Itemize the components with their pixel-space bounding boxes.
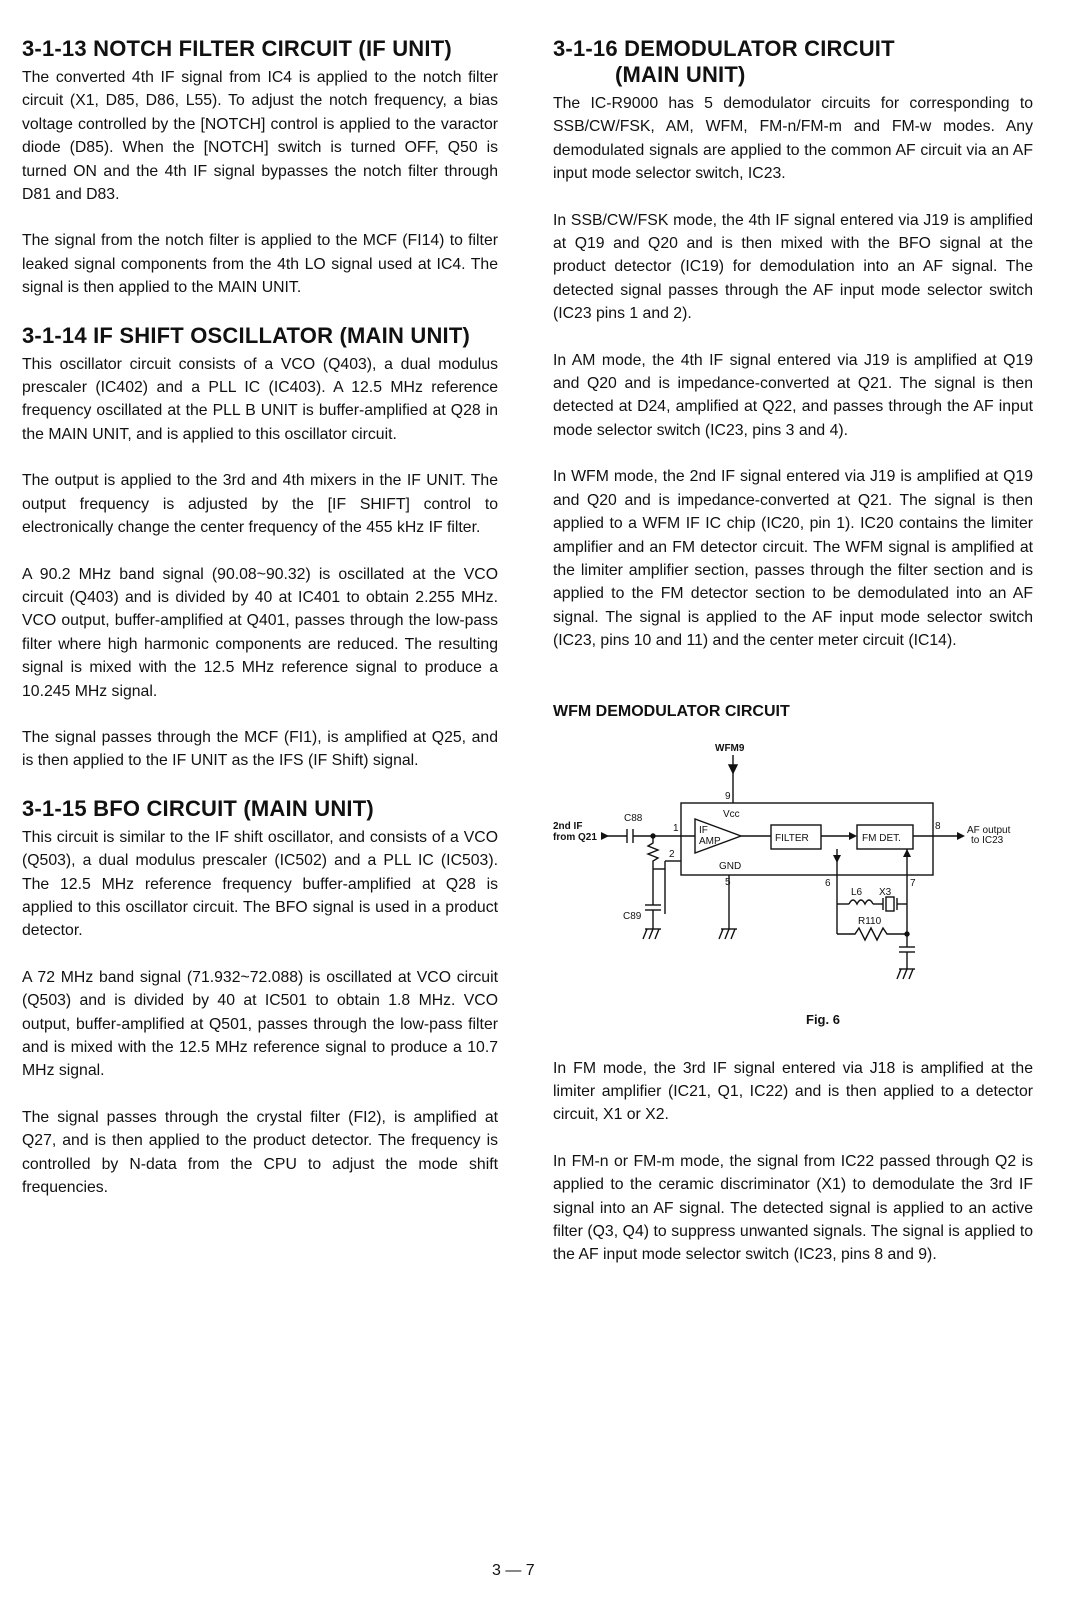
paragraph: This circuit is similar to the IF shift oscillator, and consists of a VCO (Q503), a dual modulus prescaler (IC502) and a PLL IC (IC503). The 12.5 MHz reference frequency buffer-amplified at Q28 is applied to this oscillator circuit. The BFO signal is used in a product detector. [22,828,498,940]
paragraph: In AM mode, the 4th IF signal entered via J19 is amplified at Q19 and Q20 and is impedance-converted at Q21. The signal is then detected at D24, amplified at Q22, and passes through the AF input mode selector switch (IC23, pins 3 and 4). [553,351,1033,439]
ground-icon [897,969,901,979]
left-column [22,36,498,1222]
ground-icon [725,929,729,939]
page-number: 3 — 7 [492,1562,535,1579]
ground-icon [909,969,913,979]
arrow-down-icon [729,765,737,773]
output-label-1: AF output [967,824,1011,836]
paragraph: In FM mode, the 3rd IF signal entered via J18 is amplified at the limiter amplifier (IC21, Q1, IC22) and is then applied to a detector circuit, X1 or X2. [553,1059,1033,1124]
heading-line-2: (MAIN UNIT) [615,62,746,87]
if-amp-label-1: IF [699,824,708,836]
paragraph: The IC-R9000 has 5 demodulator circuits for corresponding to SSB/CW/FSK, AM, WFM, FM-n/FM-m and FM-w modes. Any demodulated signals are applied to the common AF circuit via an AF input mode selector switch, IC23. [553,95,1033,183]
ground-icon [731,929,735,939]
paragraph: The signal passes through the MCF (FI1), is amplified at Q25, and is then applied to the IF UNIT as the IFS (IF Shift) signal. [22,728,498,770]
arrow-up-icon [903,849,911,857]
ground-icon [903,969,907,979]
figure-caption: Fig. 6 [806,1011,840,1027]
pin-2-label: 2 [669,848,675,860]
paragraph: The output is applied to the 3rd and 4th mixers in the IF UNIT. The output frequency is adjusted by the [IF SHIFT] control to electronically change the center frequency of the 455 kHz IF filter. [22,472,498,537]
paragraph: In FM-n or FM-m mode, the signal from IC22 passed through Q2 is applied to the ceramic discriminator (X1) to demodulate the 3rd IF signal into an AF signal. The detected signal is applied to an active filter (Q3, Q4) to suppress unwanted signals. The signal is applied to the AF input mode selector switch (IC23, pins 8 and 9). [553,1152,1033,1264]
ground-icon [649,929,653,939]
l6-inductor [849,900,873,904]
ground-icon [643,929,647,939]
x3-crystal [886,897,894,911]
pin-7-label: 7 [910,877,916,889]
pin-1-label: 1 [673,822,679,834]
wfm-demodulator-diagram [553,729,1033,1029]
pin-5-label: 5 [725,876,731,888]
paragraph: The signal passes through the crystal filter (FI2), is amplified at Q27, and is then applied to the product detector. The frequency is controlled by N-data from the CPU to adjust the mode shift frequencies. [22,1108,498,1197]
heading-line-1: 3-1-16 DEMODULATOR CIRCUIT [553,36,895,61]
paragraph: In WFM mode, the 2nd IF signal entered via J19 is amplified at Q19 and Q20 and is impedance-converted at Q21. The signal is then applied to a WFM IF IC chip (IC20, pin 1). IC20 contains the limiter amplifier and an FM detector circuit. The WFM signal is amplified at the limiter amplifier section, passes through the filter section and is applied to the FM detector section to be demodulated into an AF signal. The signal is applied to the AF input mode selector switch (IC23, pins 10 and 11) and the center meter circuit (IC14). [553,468,1033,650]
arrow-right-icon [957,832,965,840]
fm-det-label: FM DET. [862,832,901,844]
section-demodulator-circuit [553,36,1033,1267]
wfm9-label: WFM9 [715,742,745,754]
right-column [553,36,1033,1290]
bias-resistor [648,836,658,869]
c88-label: C88 [624,812,643,824]
output-label-2: to IC23 [971,834,1004,846]
section-heading: 3-1-15 BFO CIRCUIT (MAIN UNIT) [22,795,374,821]
vcc-label: Vcc [723,808,740,820]
if-amp-label-2: AMP [699,835,721,847]
section-notch-filter [22,36,498,300]
section-heading: 3-1-14 IF SHIFT OSCILLATOR (MAIN UNIT) [22,322,471,348]
c89-label: C89 [623,910,642,922]
pin-8-label: 8 [935,820,941,832]
pin-6-label: 6 [825,877,831,889]
circuit-schematic [553,729,1033,1029]
figure-title: WFM DEMODULATOR CIRCUIT [553,702,790,720]
l6-label: L6 [851,886,863,898]
input-label-1: 2nd IF [553,820,583,832]
ground-icon [655,929,659,939]
paragraph: The signal from the notch filter is applied to the MCF (FI14) to filter leaked signal components from the 4th LO signal used at IC4. The signal is then applied to the MAIN UNIT. [22,232,498,297]
section-bfo-circuit [22,796,498,1200]
paragraph: A 72 MHz band signal (71.932~72.088) is oscillated at VCO circuit (Q503) and is divided by 40 at IC501 to obtain 1.8 MHz. VCO output, buffer-amplified at Q501, passes through the low-pass filter and is mixed with the 12.5 MHz reference signal to produce a 10.7 MHz signal. [22,968,498,1080]
section-heading: 3-1-13 NOTCH FILTER CIRCUIT (IF UNIT) [22,36,452,61]
gnd-label: GND [719,860,742,872]
r110-resistor [837,928,907,940]
paragraph: In SSB/CW/FSK mode, the 4th IF signal entered via J19 is amplified at Q19 and Q20 and is then mixed with the BFO signal at the product detector (IC19) for demodulation into an AF signal. The detected signal passes through the AF input mode selector switch (IC23 pins 1 and 2). [553,211,1033,323]
r110-label: R110 [858,915,882,927]
paragraph: This oscillator circuit consists of a VCO (Q403), a dual modulus prescaler (IC402) and a PLL IC (IC403). A 12.5 MHz reference frequency oscillated at the PLL B UNIT is buffer-amplified at Q28 in the MAIN UNIT, and is applied to this oscillator circuit. [22,355,498,443]
arrow-right-icon [601,832,609,840]
x3-label: X3 [879,886,892,898]
input-label-2: from Q21 [553,831,597,843]
paragraph: The converted 4th IF signal from IC4 is applied to the notch filter circuit (X1, D85, D86, L55). To adjust the notch frequency, a bias voltage controlled by the [NOTCH] control is applied to the varactor diode (D85). When the [NOTCH] switch is turned OFF, Q50 is turned ON and the 4th IF signal bypasses the notch filter through D81 and D83. [22,69,498,204]
section-heading [553,36,1033,88]
filter-label: FILTER [775,832,809,844]
section-if-shift-oscillator [22,323,498,773]
arrow-right-icon [849,832,857,840]
ground-icon [719,929,723,939]
pin-9-label: 9 [725,790,731,802]
paragraph: A 90.2 MHz band signal (90.08~90.32) is oscillated at the VCO circuit (Q403) and is divided by 40 at IC401 to obtain 2.255 MHz. VCO output, buffer-amplified at Q401, passes through the low-pass filter where high harmonic components are reduced. The resulting signal is mixed with the 12.5 MHz reference signal to produce a 10.245 MHz signal. [22,565,498,700]
